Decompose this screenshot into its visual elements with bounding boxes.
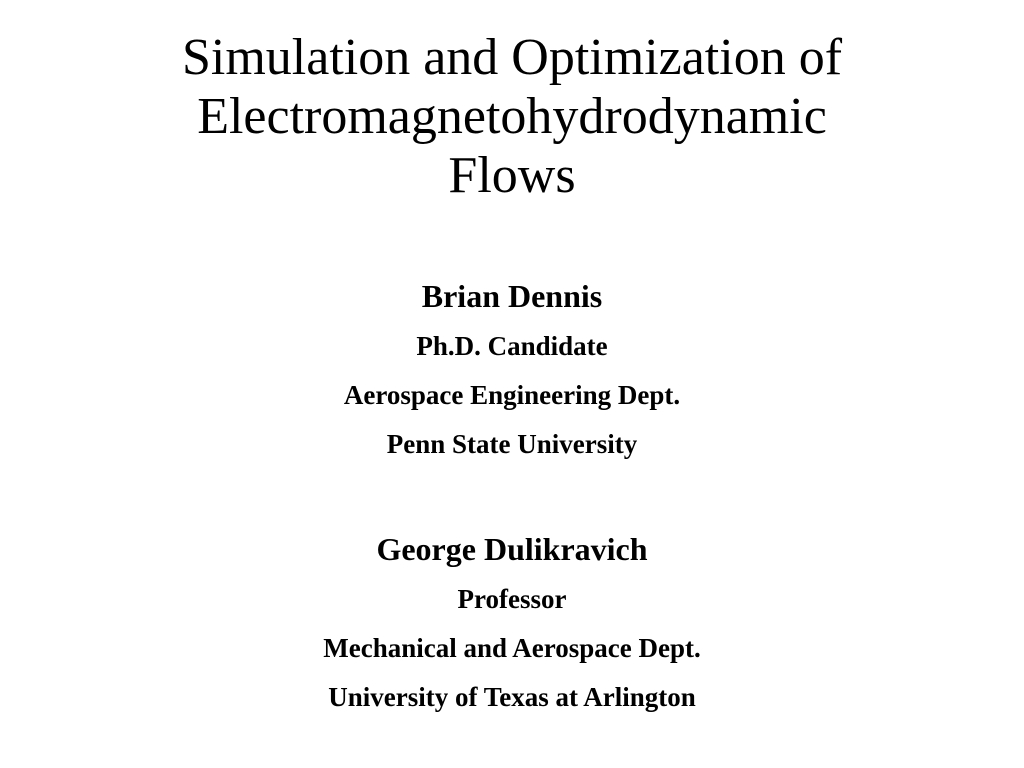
- title-line: Flows: [448, 147, 576, 204]
- title-line: Electromagnetohydrodynamic: [197, 88, 827, 145]
- author-department: Mechanical and Aerospace Dept.: [323, 633, 701, 663]
- author-block-second: [0, 531, 1024, 712]
- author-department: Aerospace Engineering Dept.: [343, 380, 681, 410]
- author-role: Ph.D. Candidate: [416, 331, 608, 361]
- author-name: George Dulikravich: [376, 531, 648, 567]
- author-role: Professor: [457, 584, 567, 614]
- author-institution: University of Texas at Arlington: [328, 682, 696, 712]
- title-line: Simulation and Optimization of: [181, 29, 843, 86]
- author-block-first: [0, 278, 1024, 459]
- author-institution: Penn State University: [386, 429, 638, 459]
- author-name: Brian Dennis: [421, 278, 603, 314]
- slide-title: [0, 28, 1024, 205]
